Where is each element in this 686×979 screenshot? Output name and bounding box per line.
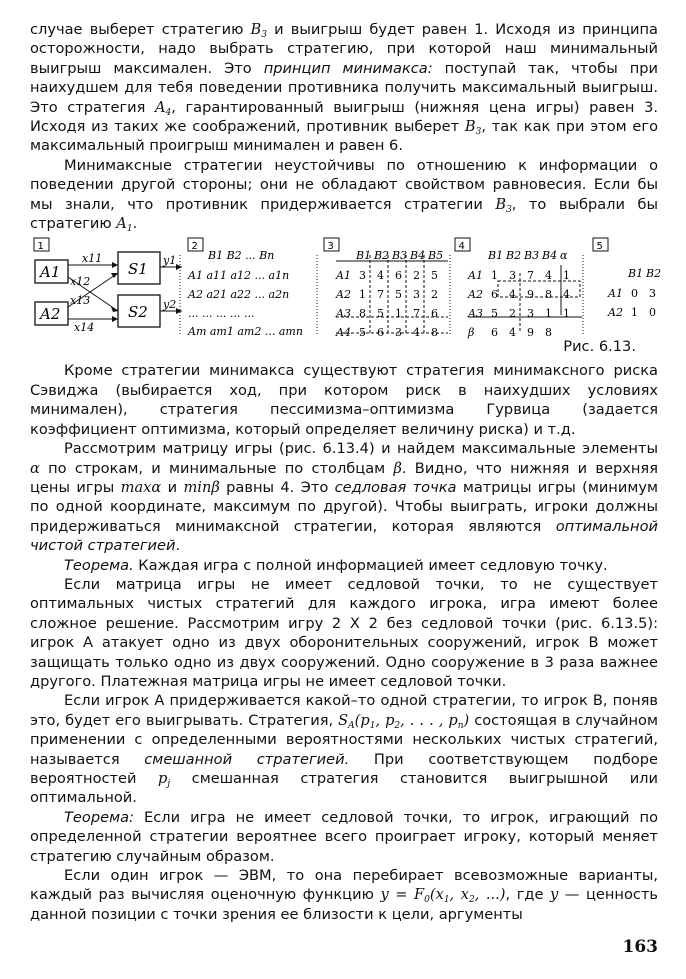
page-number: 163: [622, 937, 658, 957]
paragraph-4: Рассмотрим матрицу игры (рис. 6.13.4) и найдем максимальные элементы α по строкам, и минимальные по столбцам β. Видно, что нижняя и верхняя цены игры maxα и minβ равны 4. Это седловая точка матрицы игры (минимум по одной координате, максимум по другой). Чтобы выиграть, игроки должны придерживаться минимаксной стратегии, которая являются оптимальной чистой стратегией.: [30, 440, 658, 555]
matrix-cell: 4: [509, 288, 516, 302]
output-label: y2: [163, 298, 177, 312]
matrix-cell: 7: [413, 307, 420, 321]
math: $A_4$: [154, 98, 172, 118]
player-a2: A2: [40, 305, 61, 324]
matrix-cell: 6: [491, 326, 498, 340]
panel-label: 2: [191, 241, 198, 253]
matrix-row-header: A1: [468, 269, 483, 283]
figure-6-13: [30, 237, 662, 361]
matrix-col-header: B3: [524, 249, 540, 263]
state-s2: S2: [128, 303, 148, 322]
matrix-col-header: B1: [628, 267, 644, 281]
matrix-cell: 7: [527, 269, 534, 283]
matrix-cell: 1: [563, 269, 570, 283]
matrix-cell: 8: [359, 307, 366, 321]
matrix-row-header: A3: [468, 307, 483, 321]
matrix-cell: 5: [491, 307, 498, 321]
paragraph-2: Минимаксные стратегии неустойчивы по отношению к информации о поведении другой стороны; они не обладают свойством равновесия. Если бы мы знали, что противник придерживается стратегии $B_3$, то выбрали бы стратегию $A_1$.: [30, 156, 659, 235]
matrix-row-header: A1: [336, 269, 351, 283]
panel-label: 3: [327, 241, 334, 253]
matrix-cell: 4: [545, 269, 552, 283]
math: $y = F_0(x_1$, $x_2$, ...): [380, 886, 506, 906]
matrix-row-header: A3: [336, 307, 351, 321]
matrix-cell: 4: [509, 326, 516, 340]
matrix-col-header: B4: [542, 249, 558, 263]
matrix-col-header: B2: [374, 249, 390, 263]
paragraph-1: случае выберет стратегию $B_3$ и выигрыш будет равен 1. Исходя из принципа осторожности, надо выбрать стратегию, при которой наш минимальный выигрыш максимален. Это принцип минимакса: поступай так, чтобы при наихудшем для тебя поведении противника получить максимальный выигрыш. Это стратегия $A_4$, гарантированный выигрыш (нижняя цена игры) равен 3. Исходя из таких же соображений, противник выберет $B_3$, так как при этом его максимальный проигрыш минимален и равен 6.: [30, 21, 658, 155]
matrix-col-header: α: [560, 249, 568, 263]
theorem-label: Теорема.: [64, 556, 134, 574]
matrix-cell: 3: [527, 307, 534, 321]
edge-label: x12: [70, 275, 91, 289]
matrix-cell: 5: [377, 307, 384, 321]
matrix-header: B1 B2 ... Bn: [208, 249, 275, 263]
matrix-cell: 5: [359, 326, 366, 340]
matrix-col-header: B1: [488, 249, 504, 263]
matrix-cell: 3: [413, 288, 420, 302]
paragraph-3: Кроме стратегии минимакса существуют стратегия минимаксного риска Сэвиджа (выбирается ход, при котором риск в наихудших условиях минимален), стратегия пессимизма–оптимизма Гурвица (задается коэффициент оптимизма, который определяет величину риска) и т.д.: [30, 362, 658, 438]
matrix-cell: 9: [527, 288, 534, 302]
matrix-row-header: A4: [336, 326, 351, 340]
matrix-cell: 4: [413, 326, 420, 340]
math: maxα: [120, 478, 162, 496]
math: α: [30, 459, 40, 477]
matrix-cell: 2: [413, 269, 420, 283]
matrix-cell: 1: [491, 269, 498, 283]
matrix-cell: 3: [649, 287, 656, 301]
matrix-row-header: A1: [608, 287, 623, 301]
theorem-2: Теорема: Если игра не имеет седловой точки, то игрок, играющий по определенной стратегии вероятнее всего проиграет игроку, который меняет стратегию случайным образом.: [30, 808, 658, 865]
edge-label: x11: [82, 252, 103, 266]
theorem-1: Теорема. Каждая игра с полной информацией имеет седловую точку.: [64, 556, 608, 574]
matrix-cell: 4: [377, 269, 384, 283]
matrix-col-header: B4: [410, 249, 426, 263]
matrix-cell: 5: [395, 288, 402, 302]
matrix-col-header: B3: [392, 249, 408, 263]
matrix-col-header: B2: [646, 267, 662, 281]
emphasis: смешанной стратегией.: [144, 750, 350, 768]
output-label: y1: [163, 254, 177, 268]
player-a1: A1: [40, 263, 61, 282]
edge-label: x13: [70, 294, 91, 308]
state-s1: S1: [128, 260, 148, 279]
figure-caption: Рис. 6.13.: [563, 338, 636, 356]
matrix-cell: 1: [545, 307, 552, 321]
matrix-cell: 1: [395, 307, 402, 321]
matrix-cell: 6: [377, 326, 384, 340]
math: $S_A(p_1$, $p_2$, . . . , $p_n$): [338, 711, 470, 731]
matrix-cell: 4: [563, 288, 570, 302]
matrix-cell: 1: [359, 288, 366, 302]
matrix-row-header: β: [468, 326, 475, 340]
math: $B_3$: [464, 118, 482, 138]
matrix-cell: 6: [491, 288, 498, 302]
matrix-col-header: B1: [356, 249, 372, 263]
math: y: [550, 886, 559, 904]
theorem-label: Теорема:: [64, 808, 134, 826]
math: $A_1$: [116, 215, 133, 235]
matrix-col-header: B2: [506, 249, 522, 263]
panel-label: 4: [458, 241, 465, 253]
matrix-cell: 8: [431, 326, 438, 340]
paragraph-9: Если один игрок — ЭВМ, то она перебирает всевозможные варианты, каждый раз вычисляя оценочную функцию $y = F_0(x_1$, $x_2$, ...), где y — ценность данной позиции с точки зрения ее близости к цели, аргументы: [30, 867, 658, 923]
matrix-cell: 1: [563, 307, 570, 321]
matrix-cell: 7: [377, 288, 384, 302]
matrix-row: A2 a21 a22 ... a2n: [188, 288, 290, 302]
matrix-cell: 3: [359, 269, 366, 283]
matrix-col-header: B5: [428, 249, 444, 263]
math: $B_3$: [495, 195, 512, 215]
emphasis: оптимальной чистой стратегией: [30, 517, 658, 555]
matrix-cell: 5: [431, 269, 438, 283]
matrix-cell: 1: [631, 306, 638, 320]
emphasis: седловая точка: [334, 478, 457, 496]
matrix-row-header: A2: [608, 306, 623, 320]
matrix-cell: 6: [431, 307, 438, 321]
matrix-row-header: A2: [336, 288, 351, 302]
page-body: [30, 20, 662, 924]
matrix-cell: 2: [509, 307, 516, 321]
math: $p_j$: [158, 770, 171, 789]
matrix-cell: 0: [649, 306, 656, 320]
math: β: [393, 459, 402, 477]
panel-label: 1: [37, 241, 44, 253]
matrix-cell: 3: [395, 326, 402, 340]
math: minβ: [183, 478, 220, 496]
matrix-cell: 0: [631, 287, 638, 301]
matrix-row: A1 a11 a12 ... a1n: [188, 269, 290, 283]
matrix-cell: 6: [395, 269, 402, 283]
matrix-cell: 3: [509, 269, 516, 283]
math: $B_3$: [250, 21, 267, 40]
matrix-row: ... ... ... ... ...: [188, 307, 255, 321]
paragraph-7: Если игрок A придерживается какой–то одной стратегии, то игрок B, поняв это, будет его выигрывать. Стратегия, $S_A(p_1$, $p_2$, . . . , $p_n$) состоящая в случайном применении с определенными вероятностями нескольких чистых стратегий, называется смешанной стратегией. При соответствующем подборе вероятностей $p_j$ смешанная стратегия становится выигрышной или оптимальной.: [30, 692, 658, 807]
matrix-cell: 9: [527, 326, 534, 340]
paragraph-6: Если матрица игры не имеет седловой точки, то не существует оптимальных чистых стратегий для каждого игрока, игра имеют более сложное решение. Рассмотрим игру 2 X 2 без седловой точки (рис. 6.13.5): игрок A атакует одно из двух оборонительных сооружений, игрок B может защищать только одно из двух сооружений. Одно сооружение в 3 раза важнее другого. Платежная матрица игры не имеет седловой точки.: [30, 575, 658, 690]
matrix-cell: 8: [545, 326, 552, 340]
edge-label: x14: [74, 321, 95, 335]
matrix-row-header: A2: [468, 288, 483, 302]
panel-label: 5: [596, 241, 603, 253]
matrix-row: Am am1 am2 ... amn: [188, 325, 303, 339]
emphasis: принцип минимакса:: [263, 59, 433, 77]
matrix-cell: 8: [545, 288, 552, 302]
matrix-cell: 2: [431, 288, 438, 302]
